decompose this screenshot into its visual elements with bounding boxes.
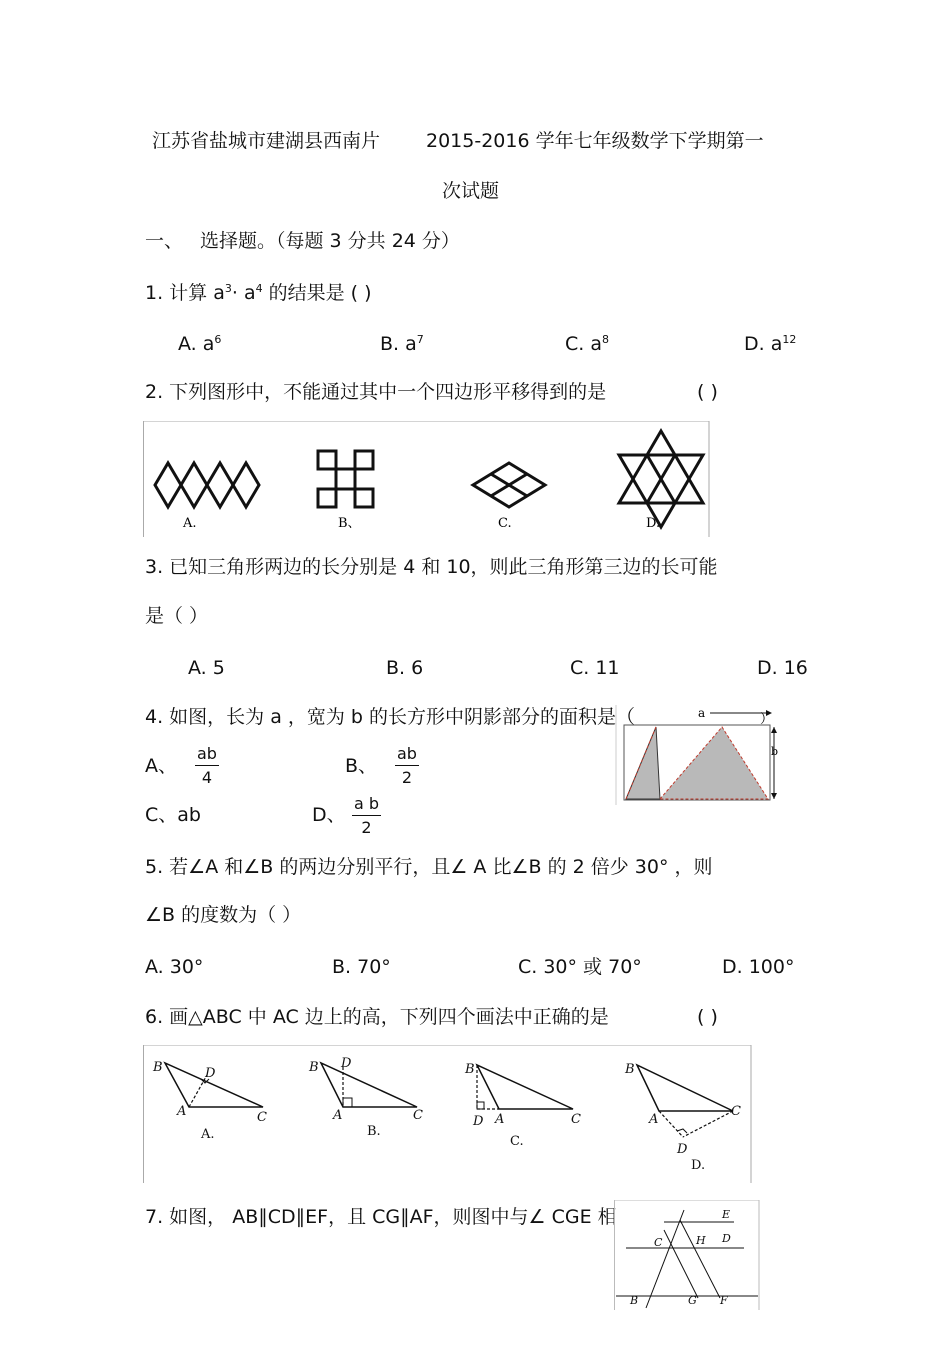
q2-paren: ( ) xyxy=(697,381,718,403)
q2-fig-a-shape xyxy=(155,463,259,507)
q3-option-c: C. 11 xyxy=(570,657,620,679)
q6-d-point-c: C xyxy=(731,1104,741,1119)
q6-fig-label-d: D. xyxy=(691,1158,706,1173)
q2-fig-label-c: C. xyxy=(498,516,512,531)
q6-b-point-b: B xyxy=(309,1060,319,1075)
q5-stem-line2: ∠B 的度数为（ ） xyxy=(145,904,302,926)
q7-point-h: H xyxy=(696,1234,706,1247)
title-line1-left: 江苏省盐城市建湖县西南片 xyxy=(152,130,381,152)
q2-fig-c-shape xyxy=(473,463,545,507)
q4-option-d-label: D、 xyxy=(312,804,346,826)
q6-a-point-c: C xyxy=(257,1110,267,1125)
q7-figure xyxy=(614,1200,760,1312)
q1-stem: 1. 计算 $a^3\cdot a^4$ 的结果是 ( ) xyxy=(145,282,372,304)
q6-c-point-d: D xyxy=(473,1114,484,1129)
q7-point-d: D xyxy=(722,1232,731,1245)
q5-stem-line1: 5. 若∠A 和∠B 的两边分别平行，且∠ A 比∠B 的 2 倍少 30° ，则 xyxy=(145,856,713,878)
q1-option-d: D. $a^{12}$ xyxy=(744,333,797,355)
q5-option-c: C. 30° 或 70° xyxy=(518,956,642,978)
q4-option-b-label: B、 xyxy=(345,755,378,777)
q6-b-point-d: D xyxy=(341,1056,352,1071)
q7-point-f: F xyxy=(720,1294,728,1307)
q2-figure xyxy=(143,421,710,537)
q6-d-point-a: A xyxy=(649,1112,659,1127)
q6-a-point-a: A xyxy=(177,1104,187,1119)
q7-point-b: B xyxy=(630,1294,639,1307)
q3-stem-line1: 3. 已知三角形两边的长分别是 4 和 10，则此三角形第三边的长可能 xyxy=(145,556,718,578)
q6-figure xyxy=(143,1045,752,1183)
q4-stem: 4. 如图，长为 a ，宽为 b 的长方形中阴影部分的面积是（ xyxy=(145,706,636,728)
q5-option-a: A. 30° xyxy=(145,956,204,978)
q6-fig-c-triangle xyxy=(477,1065,573,1109)
q3-stem-line2: 是（ ） xyxy=(145,605,209,627)
q4-fig-label-a: a xyxy=(698,706,706,720)
q4-option-a-label: A、 xyxy=(145,755,177,777)
q3-option-d: D. 16 xyxy=(757,657,808,679)
q4-fig-label-b: b xyxy=(771,745,779,758)
q2-fig-label-a: A. xyxy=(183,516,197,531)
q4-option-b-fraction: $\frac{ab}{2}$ xyxy=(397,744,417,787)
q1-option-c: C. $a^8$ xyxy=(565,333,609,355)
q4-paren-close: ） xyxy=(760,712,774,727)
q7-point-g: G xyxy=(688,1294,697,1307)
q4-figure xyxy=(614,705,786,805)
q5-option-b: B. 70° xyxy=(332,956,391,978)
q4-option-d-fraction: $\frac{\text{a b}}{2}$ xyxy=(354,794,380,837)
q2-stem: 2. 下列图形中，不能通过其中一个四边形平移得到的是 xyxy=(145,381,607,403)
q2-fig-b-shape xyxy=(318,451,373,507)
q5-option-d: D. 100° xyxy=(722,956,795,978)
title-line2: 次试题 xyxy=(442,180,500,202)
q2-fig-label-d: D. xyxy=(646,516,661,531)
q6-stem: 6. 画△ABC 中 AC 边上的高，下列四个画法中正确的是 xyxy=(145,1006,609,1028)
q4-option-c: C、ab xyxy=(145,804,201,826)
q7-point-e-top: E xyxy=(722,1208,731,1221)
q6-b-point-c: C xyxy=(413,1108,423,1123)
q7-point-c: C xyxy=(654,1236,663,1249)
q6-a-point-d: D xyxy=(205,1066,216,1081)
q6-fig-b-triangle xyxy=(321,1063,417,1107)
q1-option-b: B. $a^7$ xyxy=(380,333,424,355)
q6-b-point-a: A xyxy=(333,1108,343,1123)
section-number: 一、 xyxy=(145,230,184,252)
q6-fig-label-c: C. xyxy=(510,1134,524,1149)
q6-c-point-b: B xyxy=(465,1062,475,1077)
q7-stem: 7. 如图， AB∥CD∥EF，且 CG∥AF，则图中与∠ CGE 相 xyxy=(145,1206,617,1228)
q6-c-point-a: A xyxy=(495,1112,505,1127)
title-line1-right: 2015-2016 学年七年级数学下学期第一 xyxy=(426,130,764,152)
q2-fig-d-shape xyxy=(619,431,703,527)
q6-paren: ( ) xyxy=(697,1006,718,1028)
q6-d-point-b: B xyxy=(625,1062,635,1077)
q6-a-point-b: B xyxy=(153,1060,163,1075)
q6-d-point-d: D xyxy=(677,1142,688,1157)
q3-option-b: B. 6 xyxy=(386,657,424,679)
section-heading: 选择题。（每题 3 分共 24 分） xyxy=(200,230,460,252)
q6-c-point-c: C xyxy=(571,1112,581,1127)
q3-option-a: A. 5 xyxy=(188,657,225,679)
q6-fig-label-b: B. xyxy=(367,1124,381,1139)
q4-option-a-fraction: $\frac{ab}{4}$ xyxy=(197,744,217,787)
q1-option-a: A. $a^6$ xyxy=(178,333,222,355)
q2-fig-label-b: B、 xyxy=(338,516,361,531)
q6-fig-label-a: A. xyxy=(201,1127,215,1142)
